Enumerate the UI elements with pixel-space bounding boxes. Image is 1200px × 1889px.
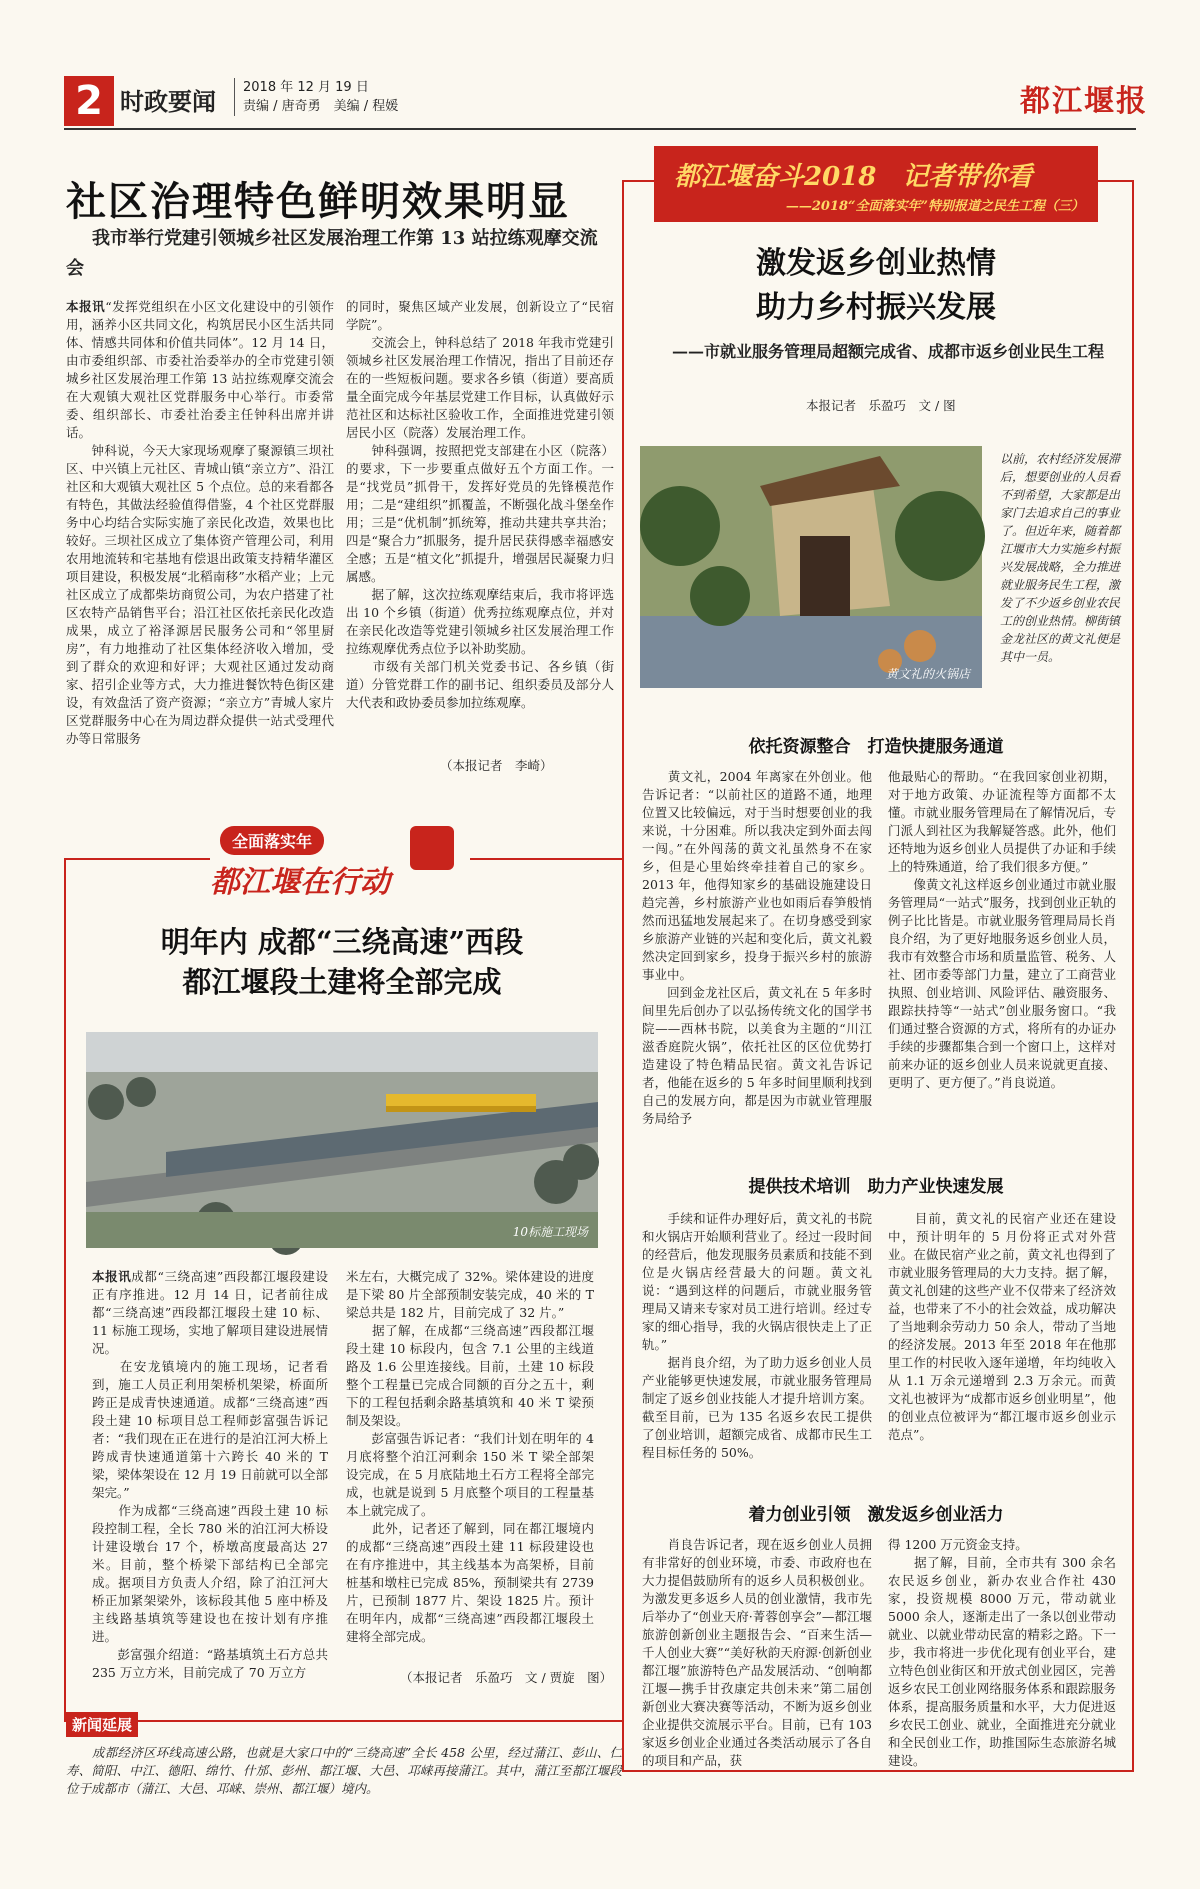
story3-banner-title: 都江堰奋斗2018 记者带你看 — [674, 162, 1033, 192]
story1-col1-text: “发挥党组织在小区文化建设中的引领作用，涵养小区共同文化，构筑居民小区生活共同体、情感共同体和价值共同体”。12 月 14 日，由市委组织部、市委社治委举办的全市党建引领城乡社区发展治理工作第 13 站拉练观摩交流会在大观镇大观社区党群服务中心举行。市委常委、组织部长、市委社治委主任钟科出席并讲话。 钟科说，今天大家现场观摩了聚源镇三坝社区、中兴镇上元社区、青城山镇“亲立方”、沿江社区和大观镇大观社区 5 个点位。总的来看都各有特色，其做法经验值得借鉴，4 个社区党群服务中心均结合实际实施了亲民化改造，效果也比较好。三坝社区成立了集体资产管理公司，利用农用地流转和宅基地有偿退出政策支持精华灌区项目建设，积极发展“北稻南移”水稻产业；上元社区成立了成都柴坊商贸公司，为农户搭建了社区农特产品销售平台；沿江社区依托亲民化改造成果，成立了裕泽源居民服务公司和“邻里厨房”，有力地推动了社区集体经济收入增加，受到了群众的欢迎和好评；大观社区通过发动商家、招引企业等方式，大力推进餐饮特色街区建设，有效盘活了资产资源；“亲立方”青城人家片区党群服务中心在为周边群众提供一站式受理代办等日常服务 — [66, 299, 334, 746]
story3-title-line2: 助力乡村振兴发展 — [756, 290, 996, 325]
story2-badge-top: 全面落实年 — [220, 826, 324, 855]
issue-date: 2018 年 12 月 19 日 — [243, 80, 369, 95]
fist-icon — [410, 826, 454, 870]
story2-column-1 — [92, 1268, 328, 1680]
story3-photo — [640, 446, 982, 688]
story3-intro: 以前，农村经济发展滞后，想要创业的人员看不到希望，大家都是出家门去追求自己的事业了。但近年来，随着都江堰市大力实施乡村振兴发展战略，全力推进就业服务民生工程，激发了不少返乡创业农民工的创业热情。柳街镇金龙社区的黄文礼便是其中一员。 — [1000, 452, 1121, 664]
story2-title-line2: 都江堰段土建将全部完成 — [182, 965, 502, 999]
editors: 责编 / 唐奇勇 美编 / 程媛 — [243, 99, 399, 114]
story3-section3-col2: 得 1200 万元资金支持。 据了解，目前，全市共有 300 余名农民返乡创业，新办农业合作社 430 家，投资规模 8000 万元，带动就业 5000 余人，逐渐走出了一条以创业带动就业、以就业带动民富的精彩之路。下一步，我市将进一步优化现有创业平台，建立特色创业街区和开放式创业园区，完善返乡农民工创业网络服务体系和跟踪服务体系，提高服务质量和水平，大力促进返乡农民工创业、就业，全面推进充分就业和全民创业工作，助推国际生态旅游名城建设。 — [888, 1537, 1116, 1768]
story1-headline-block — [66, 170, 606, 227]
highway-construction-illustration — [86, 1032, 598, 1248]
story3-section3-head: 着力创业引领 激发返乡创业活力 — [748, 1505, 1004, 1525]
story2-badge — [210, 826, 470, 906]
hotpot-restaurant-illustration — [640, 446, 982, 688]
newspaper-logo: 都江堰报 — [1020, 84, 1148, 119]
story1-column-1 — [66, 298, 334, 770]
story1-title: 社区治理特色鲜明效果明显 — [66, 178, 570, 225]
story2-col1-text: 成都“三绕高速”西段都江堰段建设正有序推进。12 月 14 日，记者前往成都“三绕高速”西段都江堰段土建 10 标、11 标施工现场，实地了解项目建设进展情况。 在安龙镇境内的施工现场，记者看到，施工人员正利用架桥机架梁，桥面所跨正是成青快速通道。成都“三绕高速”西段土建 10 标项目总工程师彭富强告诉记者：“我们现在正在进行的是泊江河大桥上跨成青快速通道第十六跨长 40 米的 T 梁，梁体架设在 12 月 19 日前就可以全部架完。” 作为成都“三绕高速”西段土建 10 标段控制工程，全长 780 米的泊江河大桥设计建设墩台 17 个，桥墩高度最高达 27 米。目前，整个桥梁下部结构已全部完成。据项目方负责人介绍，除了泊江河大桥正加紧架梁外，该标段其他 5 座中桥及主线路基填筑等建设也在按计划有序推进。 彭富强介绍道：“路基填筑土石方总共 235 万立方米，目前完成了 70 万立方 — [92, 1269, 328, 1680]
story3-section1-col1: 黄文礼，2004 年离家在外创业。他告诉记者：“以前社区的道路不通，地理位置又比较偏远，对于当时想要创业的我来说，十分困难。所以我决定到外面去闯一闯。”在外闯荡的黄文礼虽然身不在家乡，但是心里始终牵挂着自己的家乡。2013 年，他得知家乡的基础设施建设日趋完善，乡村旅游产业也如雨后春笋般悄然而迅猛地发展起来了。在切身感受到家乡旅游产业链的兴起和变化后，黄文礼毅然决定回到家乡，投身于振兴乡村的旅游事业中。 回到金龙社区后，黄文礼在 5 年多时间里先后创办了以弘扬传统文化的国学书院——西林书院，以美食为主题的“川江滋香庭院火锅”，依托社区的区位优势打造建设了特色精品民宿。黄文礼告诉记者，他能在返乡的 5 年多时间里顺利找到自己的发展方向，都是因为市就业管理服务局给予 — [642, 769, 872, 1126]
story2-badge-main: 都江堰在行动 — [210, 865, 390, 900]
section-name: 时政要闻 — [120, 88, 216, 116]
story2-title-line1: 明年内 成都“三绕高速”西段 — [160, 925, 524, 959]
news-note-rule — [66, 1720, 622, 1721]
story2-photo — [86, 1032, 598, 1248]
story1-lead-tag: 本报讯 — [66, 299, 106, 314]
story2-photo-caption: 10标施工现场 — [512, 1225, 588, 1239]
story3-section2-head: 提供技术培训 助力产业快速发展 — [748, 1177, 1004, 1197]
story3-banner-sub: ——2018“全面落实年”特别报道之民生工程（三） — [785, 199, 1084, 214]
news-note-text: 成都经济区环线高速公路，也就是大家口中的“三绕高速”全长 458 公里，经过蒲江、彭山、仁寿、简阳、中江、德阳、绵竹、什邡、彭州、都江堰、大邑、邛崃再接蒲江。其中，蒲江至都江堰段位于成都市（蒲江、大邑、邛崃、崇州、都江堰）境内。 — [66, 1745, 622, 1796]
story2-column-2: 米左右，大概完成了 32%。梁体建设的进度是下梁 80 片全部预制安装完成，40 米的 T 梁总共是 182 片，目前完成了 32 片。” 据了解，在成都“三绕高速”西段都江堰段土建 10 标段内，包含 7.1 公里的主线道路及 1.6 公里连接线。目前，土建 10 标段整个工程量已完成合同额的百分之五十，剩下的工程包括剩余路基填筑和 40 米 T 梁预制及架设。 彭富强告诉记者：“我们计划在明年的 4 月底将整个泊江河剩余 150 米 T 梁全部架设完成，在 5 月底陆地土石方工程将全部完成，也就是说到 5 月底整个项目的工程量基本上就完成了。 此外，记者还了解到，同在都江堰境内的成都“三绕高速”西段土建 11 标段建设也在有序推进中，其主线基本为高架桥，目前桩基和墩柱已完成 85%，预制梁共有 2739 片，已预制 1877 片、架设 1825 片。预计在明年内，成都“三绕高速”西段都江堰段土建将全部完成。 — [346, 1269, 594, 1644]
page-number: 2 — [64, 76, 114, 126]
story3-section2-col1: 手续和证件办理好后，黄文礼的书院和火锅店开始顺利营业了。经过一段时间的经营后，他发现服务员素质和技能不到位是火锅店经营最大的问题。黄文礼说：“遇到这样的问题后，市就业服务管理局又请来专家对员工进行培训。经过专家的细心指导，我的火锅店很快走上了正轨。” 据肖良介绍，为了助力返乡创业人员产业能够更快速发展，市就业服务管理局制定了返乡创业技能人才提升培训方案。截至目前，已为 135 名返乡农民工提供了创业培训，超额完成省、成都市民生工程目标任务的 50%。 — [642, 1211, 872, 1460]
story1-credit: （本报记者 李崎） — [440, 758, 553, 773]
story3-title — [628, 242, 1124, 330]
news-note-tag: 新闻延展 — [66, 1712, 138, 1737]
story3-banner — [654, 146, 1098, 222]
story3-section1-col2: 他最贴心的帮助。“在我回家创业初期，对于地方政策、办证流程等方面都不太懂。市就业服务管理局在了解情况后，专门派人到社区为我解疑答惑。此外，他们还特地为返乡创业人员提供了办证和手续上的特殊通道，给了我们很多方便。” 像黄文礼这样返乡创业通过市就业服务管理局“一站式”服务，找到创业正轨的例子比比皆是。市就业服务管理局局长肖良介绍，为了更好地服务返乡创业人员，我市有效整合市场和质量监管、税务、人社、团市委等部门力量，建立了工商营业执照、创业培训、风险评估、融资服务、跟踪扶持等“一站式”创业服务窗口。“我们通过整合资源的方式，将所有的办证办手续的步骤都集合到一个窗口上，这样对前来办证的返乡创业人员来说就更直接、更明了、更方便了。”肖良说道。 — [888, 769, 1116, 1090]
story2-credit: （本报记者 乐盈巧 文 / 贾旋 图） — [400, 1670, 613, 1685]
story3-title-line1: 激发返乡创业热情 — [756, 246, 996, 281]
story3-byline: 本报记者 乐盈巧 文 / 图 — [806, 398, 956, 413]
story3-photo-caption: 黄文礼的火锅店 — [885, 667, 970, 681]
story3-section2-col2: 目前，黄文礼的民宿产业还在建设中，预计明年的 5 月份将正式对外营业。在做民宿产业之前，黄文礼也得到了市就业服务管理局的大力支持。据了解，黄文礼创建的这些产业不仅带来了经济效益，也带来了不小的社会效益，成功解决了当地剩余劳动力 50 余人，带动了当地的经济发展。2013 年至 2018 年在他那里工作的村民收入逐年递增，年均纯收入从 1.1 万余元递增到 2.3 万余元。而黄文礼也被评为“成都市返乡创业明星”，他的创业点位被评为“都江堰市返乡创业示范点”。 — [888, 1211, 1116, 1442]
story2-title — [70, 922, 614, 1002]
story3-section3-col1: 肖良告诉记者，现在返乡创业人员拥有非常好的创业环境，市委、市政府也在大力提倡鼓励所有的返乡人员积极创业。为激发更多返乡人员的创业激情，我市先后举办了“创业天府·菁蓉创享会”—都江堰旅游创新创业主题报告会、“百来生活—千人创业大赛”“美好秋韵天府源·创新创业都江堰”旅游特色产品发展活动、“创响都江堰—携手甘孜康定共创未来”第二届创新创业大赛决赛等活动，不断为返乡创业企业提供交流展示平台。目前，已有 103 家返乡创业企业通过各类活动展示了各自的项目和产品，获 — [642, 1537, 876, 1768]
story3-section1-head: 依托资源整合 打造快捷服务通道 — [748, 737, 1004, 757]
header-rule — [64, 128, 1136, 130]
story1-column-2: 的同时，聚焦区域产业发展，创新设立了“民宿学院”。 交流会上，钟科总结了 2018 年我市党建引领城乡社区发展治理工作情况，指出了目前还存在的一些短板问题。要求各乡镇（街道）要高质量全面完成今年基层党建工作目标，认真做好示范社区和达标社区验收工作，全面推进党建引领居民小区（院落）发展治理工作。 钟科强调，按照把党支部建在小区（院落）的要求，下一步要重点做好五个方面工作。一是“找党员”抓骨干，发挥好党员的先锋模范作用；二是“建组织”抓覆盖，不断强化战斗堡垒作用；三是“优机制”抓统筹，推动共建共享共治；四是“聚合力”抓服务，提升居民获得感幸福感安全感；五是“植文化”抓提升，增强居民凝聚力归属感。 据了解，这次拉练观摩结束后，我市将评选出 10 个乡镇（街道）优秀拉练观摩点位，并对在亲民化改造等党建引领城乡社区发展治理工作拉练观摩优秀点位予以补助奖励。 市级有关部门机关党委书记、各乡镇（街道）分管党群工作的副书记、组织委员及部分人大代表和政协委员参加拉练观摩。 — [346, 299, 614, 710]
header-meta — [234, 78, 398, 116]
story3-subtitle: ——市就业服务管理局超额完成省、成都市返乡创业民生工程 — [672, 342, 1105, 361]
story2-lead-tag: 本报讯 — [92, 1269, 132, 1284]
story1-subtitle: 我市举行党建引领城乡社区发展治理工作第 13 站拉练观摩交流会 — [66, 228, 598, 279]
